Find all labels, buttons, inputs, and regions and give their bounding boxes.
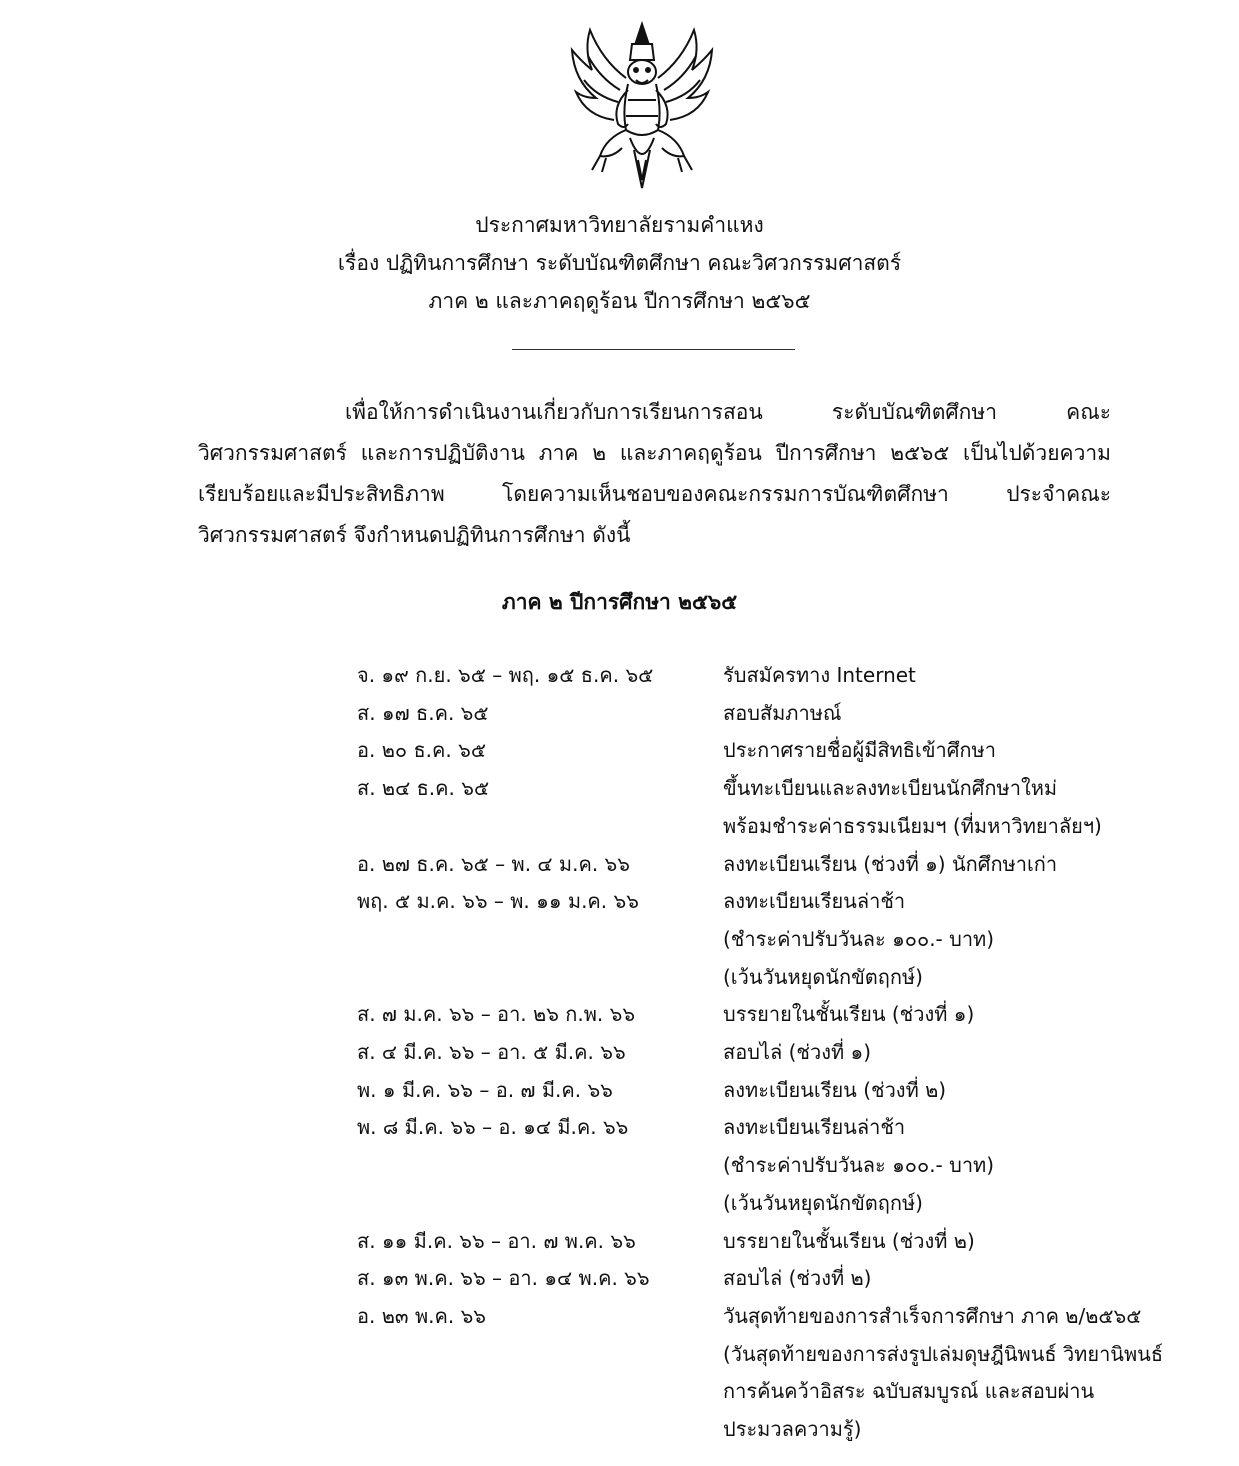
schedule-description (723, 1072, 1187, 1110)
schedule-description-line: วันสุดท้ายของการสำเร็จการศึกษา ภาค ๒/๒๕๖๕ (723, 1303, 1142, 1328)
schedule-description (723, 1109, 1187, 1222)
schedule-description-line: (ชำระค่าปรับวันละ ๑๐๐.- บาท) (723, 926, 995, 951)
schedule-description (723, 1298, 1187, 1449)
schedule-date: พ. ๑ มี.ค. ๖๖ – อ. ๗ มี.ค. ๖๖ (357, 1077, 613, 1102)
intro-paragraph (198, 392, 1111, 556)
schedule-row (357, 1260, 1187, 1298)
schedule-description (723, 996, 1187, 1034)
schedule-date: จ. ๑๙ ก.ย. ๖๕ – พฤ. ๑๕ ธ.ค. ๖๕ (357, 663, 654, 687)
schedule-date: อ. ๒๗ ธ.ค. ๖๕ – พ. ๔ ม.ค. ๖๖ (357, 851, 630, 876)
schedule-description-line: การค้นคว้าอิสระ ฉบับสมบูรณ์ และสอบผ่าน (723, 1379, 1095, 1404)
schedule-description-line: ลงทะเบียนเรียนล่าช้า (723, 1115, 906, 1140)
schedule-description-line: (ชำระค่าปรับวันละ ๑๐๐.- บาท) (723, 1153, 995, 1178)
schedule-description-line: สอบไล่ (ช่วงที่ ๑) (723, 1040, 871, 1065)
schedule-date: ส. ๔ มี.ค. ๖๖ – อา. ๕ มี.ค. ๖๖ (357, 1040, 626, 1065)
schedule-description (723, 883, 1187, 996)
schedule-description-line: ประมวลความรู้) (723, 1417, 862, 1442)
schedule-row (357, 1298, 1187, 1449)
schedule-description-line: ขึ้นทะเบียนและลงทะเบียนนักศึกษาใหม่ (723, 776, 1058, 801)
schedule-date: ส. ๑๓ พ.ค. ๖๖ – อา. ๑๔ พ.ค. ๖๖ (357, 1266, 650, 1291)
schedule-row (357, 732, 1187, 770)
header-divider (512, 349, 795, 350)
schedule-description-line: รับสมัครทาง Internet (723, 663, 916, 687)
schedule-row (357, 657, 1187, 695)
header-term: ภาค ๒ และภาคฤดูร้อน ปีการศึกษา ๒๕๖๕ (428, 289, 811, 313)
schedule-description (723, 1223, 1187, 1261)
schedule-date: อ. ๒๐ ธ.ค. ๖๕ (357, 738, 486, 763)
schedule-description-line: (เว้นวันหยุดนักขัตฤกษ์) (723, 1190, 923, 1215)
schedule-description (723, 657, 1187, 695)
schedule-row (357, 1109, 1187, 1222)
schedule-row (357, 695, 1187, 733)
schedule-description (723, 732, 1187, 770)
schedule-description-line: ลงทะเบียนเรียน (ช่วงที่ ๒) (723, 1077, 947, 1102)
schedule-date: ส. ๑๑ มี.ค. ๖๖ – อา. ๗ พ.ค. ๖๖ (357, 1228, 636, 1253)
schedule-description-line: ลงทะเบียนเรียนล่าช้า (723, 889, 906, 914)
garuda-emblem (562, 20, 722, 192)
schedule-row (357, 1223, 1187, 1261)
schedule-row (357, 846, 1187, 884)
schedule-row (357, 770, 1187, 845)
intro-line: เพื่อให้การดำเนินงานเกี่ยวกับการเรียนการสอน ระดับบัณฑิตศึกษา คณะ (345, 400, 1111, 424)
schedule-description (723, 846, 1187, 884)
schedule-description (723, 770, 1187, 845)
schedule-row (357, 1072, 1187, 1110)
schedule-description (723, 695, 1187, 733)
section-title: ภาค ๒ ปีการศึกษา ๒๕๖๕ (501, 590, 738, 614)
schedule-date: อ. ๒๓ พ.ค. ๖๖ (357, 1303, 486, 1328)
intro-line: วิศวกรรมศาสตร์ และการปฏิบัติงาน ภาค ๒ และภาคฤดูร้อน ปีการศึกษา ๒๕๖๕ เป็นไปด้วยความ (198, 441, 1111, 465)
schedule-description-line: ลงทะเบียนเรียน (ช่วงที่ ๑) นักศึกษาเก่า (723, 851, 1058, 876)
announcement-header (0, 206, 1239, 320)
schedule-date: ส. ๒๔ ธ.ค. ๖๕ (357, 776, 490, 801)
schedule-description (723, 1034, 1187, 1072)
schedule-description-line: ประกาศรายชื่อผู้มีสิทธิเข้าศึกษา (723, 738, 996, 763)
intro-line: เรียบร้อยและมีประสิทธิภาพ โดยความเห็นชอบของคณะกรรมการบัณฑิตศึกษา ประจำคณะ (198, 482, 1111, 506)
schedule-description-line: บรรยายในชั้นเรียน (ช่วงที่ ๒) (723, 1228, 975, 1253)
schedule-description-line: พร้อมชำระค่าธรรมเนียมฯ (ที่มหาวิทยาลัยฯ) (723, 813, 1102, 838)
header-issuer: ประกาศมหาวิทยาลัยรามคำแหง (475, 213, 764, 237)
schedule-row (357, 996, 1187, 1034)
schedule-description-line: (วันสุดท้ายของการส่งรูปเล่มดุษฎีนิพนธ์ วิทยานิพนธ์ (723, 1341, 1164, 1366)
schedule-row (357, 1034, 1187, 1072)
schedule-description-line: (เว้นวันหยุดนักขัตฤกษ์) (723, 964, 923, 989)
schedule-description-line: บรรยายในชั้นเรียน (ช่วงที่ ๑) (723, 1002, 975, 1027)
schedule-date: พ. ๘ มี.ค. ๖๖ – อ. ๑๔ มี.ค. ๖๖ (357, 1115, 629, 1140)
schedule-row (357, 883, 1187, 996)
schedule-date: ส. ๑๗ ธ.ค. ๖๕ (357, 700, 489, 725)
schedule-list (357, 657, 1187, 1449)
header-subject: เรื่อง ปฏิทินการศึกษา ระดับบัณฑิตศึกษา คณะวิศวกรรมศาสตร์ (337, 251, 902, 275)
intro-line: วิศวกรรมศาสตร์ จึงกำหนดปฏิทินการศึกษา ดังนี้ (198, 523, 631, 547)
schedule-description (723, 1260, 1187, 1298)
schedule-description-line: สอบไล่ (ช่วงที่ ๒) (723, 1266, 872, 1291)
schedule-date: ส. ๗ ม.ค. ๖๖ – อา. ๒๖ ก.พ. ๖๖ (357, 1002, 636, 1027)
schedule-date: พฤ. ๕ ม.ค. ๖๖ – พ. ๑๑ ม.ค. ๖๖ (357, 889, 639, 914)
schedule-description-line: สอบสัมภาษณ์ (723, 700, 842, 725)
